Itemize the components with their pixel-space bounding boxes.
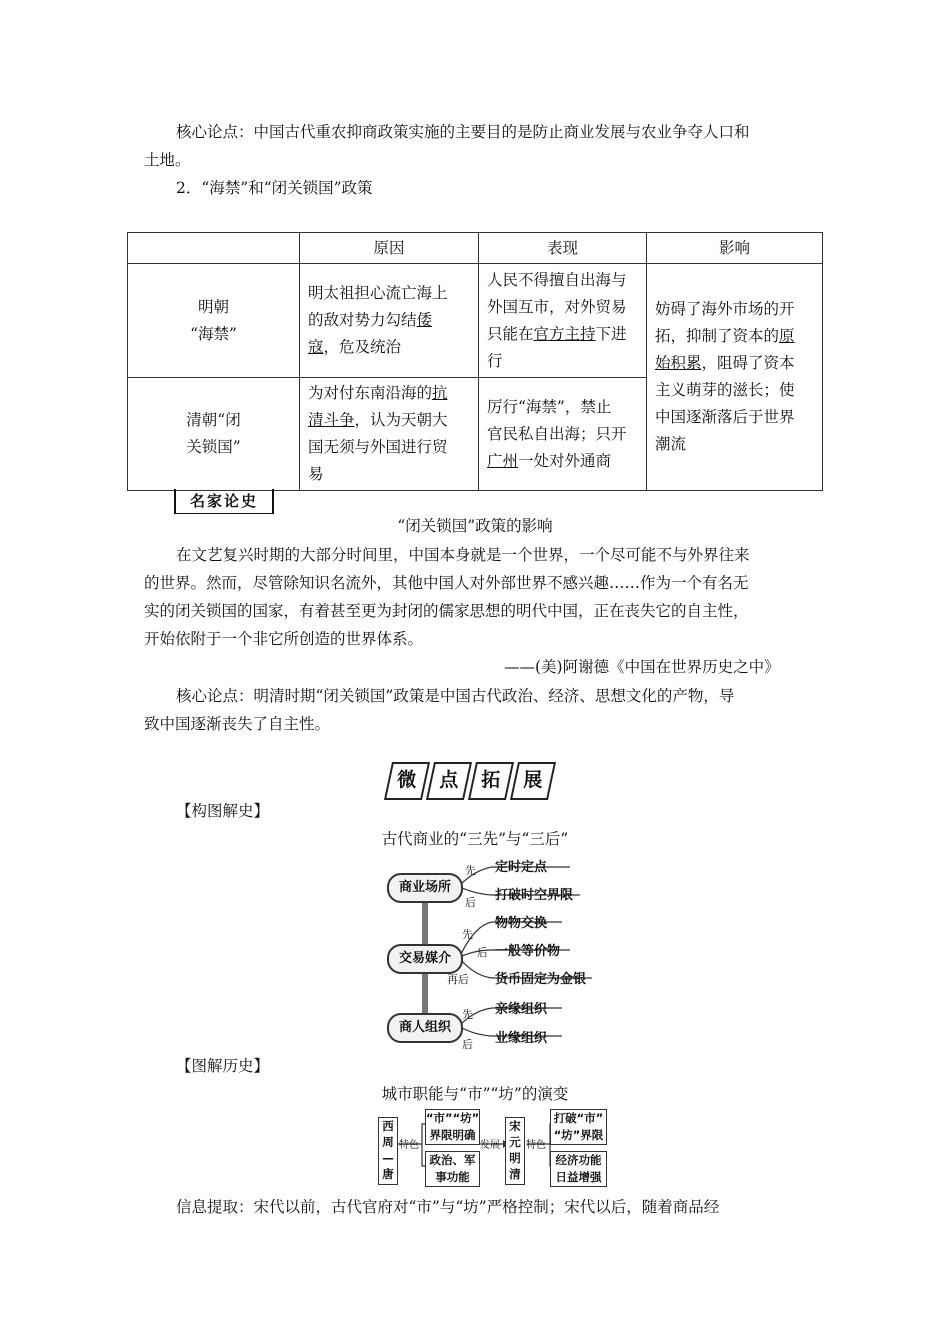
branch-break-limits: 打破时空界限: [495, 888, 574, 903]
branch-general-equivalent: 一般等价物: [495, 944, 561, 959]
ming-manifest-line3: 只能在官方主持下进: [487, 324, 627, 343]
qing-reason-line1: 为对付东南沿海的抗: [308, 384, 448, 402]
label-first: 先: [462, 1008, 473, 1021]
branch-trade-org: 业缘组织: [495, 1031, 548, 1046]
qing-reason-line2: 清斗争，认为天朝大: [308, 411, 448, 429]
diagram1-heading: 【构图解史】: [176, 802, 270, 820]
core-argument-1-line1: 核心论点：中国古代重农抑商政策实施的主要目的是防止商业发展与农业争夺人口和: [176, 123, 750, 141]
impact-line6: 潮流: [655, 435, 687, 453]
underlined-term: 原: [779, 327, 795, 345]
label-first: 先: [462, 928, 473, 941]
diagram1-title: 古代商业的“三先”与“三后”: [381, 830, 569, 848]
qing-manifest-line2: 官民私自出海；只开: [487, 424, 627, 443]
label-after: 后: [465, 896, 476, 909]
qing-reason-cell: [300, 378, 479, 491]
banner-char: 拓: [468, 762, 514, 800]
node-trade-medium: 交易媒介: [387, 944, 463, 974]
core-argument-2-line1: 核心论点：明清时期“闭关锁国”政策是中国古代政治、经济、思想文化的产物，导: [176, 687, 735, 705]
underlined-term: 清斗争: [308, 411, 355, 429]
impact-line1: 妨碍了海外市场的开: [655, 300, 795, 318]
header-empty-cell: [128, 233, 300, 264]
ming-manifest-line4: 行: [487, 351, 503, 370]
row-label-ming-line2: “海禁”: [190, 324, 237, 343]
diagram2-title: 城市职能与“市”“坊”的演变: [381, 1085, 569, 1103]
qing-reason-line4: 易: [308, 465, 324, 483]
expert-text-line2: 的世界。然而，尽管除知识名流外，其他中国人对外部世界不感兴趣……作为一个有名无: [144, 574, 749, 592]
label-after: 后: [477, 946, 488, 959]
row-label-qing-line1: 清朝“闭: [186, 411, 241, 429]
ming-reason-cell: [300, 264, 479, 378]
box-economic-function: 经济功能 日益增强: [550, 1151, 607, 1187]
branch-fixed-time-place: 定时定点: [495, 860, 548, 875]
header-impact: 影响: [647, 233, 823, 264]
ming-manifest-line1: 人民不得擅自出海与: [487, 270, 627, 289]
qing-reason-line3: 国无须与外国进行贸: [308, 438, 448, 456]
underlined-term: 广州: [487, 451, 519, 470]
row-label-qing-line2: 关锁国”: [186, 438, 241, 456]
row-label-ming: [128, 264, 300, 378]
info-extraction: 信息提取：宋代以前，古代官府对“市”与“坊”严格控制；宋代以后，随着商品经: [176, 1198, 720, 1216]
ming-reason-line1: 明太祖担心流亡海上: [308, 284, 448, 302]
branch-kinship-org: 亲缘组织: [495, 1002, 548, 1017]
row-label-ming-line1: 明朝: [197, 297, 229, 316]
expert-text-line4: 开始依附于一个非它所创造的世界体系。: [144, 630, 424, 648]
micro-point-banner: [388, 762, 552, 800]
qing-manifest-line1: 厉行“海禁”，禁止: [487, 397, 612, 416]
underlined-term: 倭: [416, 311, 433, 329]
table-row-ming: [128, 264, 823, 378]
core-argument-2-line2: 致中国逐渐丧失了自主性。: [144, 715, 331, 733]
header-manifestation: 表现: [479, 233, 647, 264]
ming-reason-line2: 的敌对势力勾结倭: [308, 311, 433, 329]
row-label-qing: [128, 378, 300, 491]
section-2-title: 2．“海禁”和“闭关锁国”政策: [176, 179, 373, 197]
ming-manifest-line2: 外国互市，对外贸易: [487, 297, 627, 316]
banner-char: 微: [384, 762, 430, 800]
expert-section-tag: 名家论史: [174, 489, 274, 514]
impact-cell: [647, 264, 823, 491]
feature-label-left: 特色: [399, 1140, 419, 1151]
box-break-market-ward: 打破“市” “坊”界限: [550, 1109, 607, 1145]
box-market-ward-clear: “市”“坊” 界限明确: [425, 1109, 480, 1145]
policy-table: [127, 232, 823, 491]
feature-label-right: 特色: [526, 1140, 546, 1151]
qing-manifest-line3: 广州一处对外通商: [487, 451, 612, 470]
header-reason: 原因: [300, 233, 479, 264]
qing-manifestation-cell: [479, 378, 647, 491]
expert-text-line3: 实的闭关锁国的国家，有着甚至更为封闭的儒家思想的明代中国，正在丧失它的自主性，: [144, 602, 749, 620]
impact-line3: 始积累，阻碍了资本: [655, 354, 795, 372]
impact-line5: 中国逐渐落后于世界: [655, 408, 795, 426]
banner-char: 点: [426, 762, 472, 800]
label-first: 先: [465, 864, 476, 877]
period-song-qing: 宋 元 明 清: [505, 1117, 525, 1185]
underlined-term: 始积累: [655, 354, 702, 372]
period-xizhou-tang: 西 周 — 唐: [378, 1117, 398, 1185]
diagram2-heading: 【图解历史】: [176, 1057, 270, 1075]
develop-label: 发展: [480, 1140, 500, 1151]
label-after: 后: [462, 1038, 473, 1051]
label-again-after: 再后: [447, 973, 469, 986]
impact-line4: 主义萌芽的滋长；使: [655, 381, 795, 399]
node-merchant-org: 商人组织: [387, 1013, 463, 1043]
node-business-place: 商业场所: [387, 873, 463, 903]
expert-source: ——(美)阿谢德《中国在世界历史之中》: [504, 658, 780, 676]
core-argument-1-line2: 土地。: [144, 151, 191, 169]
underlined-term: 抗: [432, 384, 448, 402]
branch-barter: 物物交换: [495, 916, 548, 931]
underlined-term: 官方主持: [533, 324, 596, 343]
table-header-row: [128, 233, 823, 264]
branch-gold-silver: 货币固定为金银: [495, 972, 587, 987]
impact-line2: 拓，抑制了资本的原: [655, 327, 795, 345]
expert-title: “闭关锁国”政策的影响: [397, 517, 553, 535]
underlined-term: 寇: [308, 338, 324, 356]
ming-reason-line3: 寇，危及统治: [308, 338, 402, 356]
banner-char: 展: [510, 762, 556, 800]
box-political-military: 政治、军 事功能: [425, 1151, 480, 1187]
ming-manifestation-cell: [479, 264, 647, 378]
expert-text-line1: 在文艺复兴时期的大部分时间里，中国本身就是一个世界，一个尽可能不与外界往来: [176, 546, 750, 564]
